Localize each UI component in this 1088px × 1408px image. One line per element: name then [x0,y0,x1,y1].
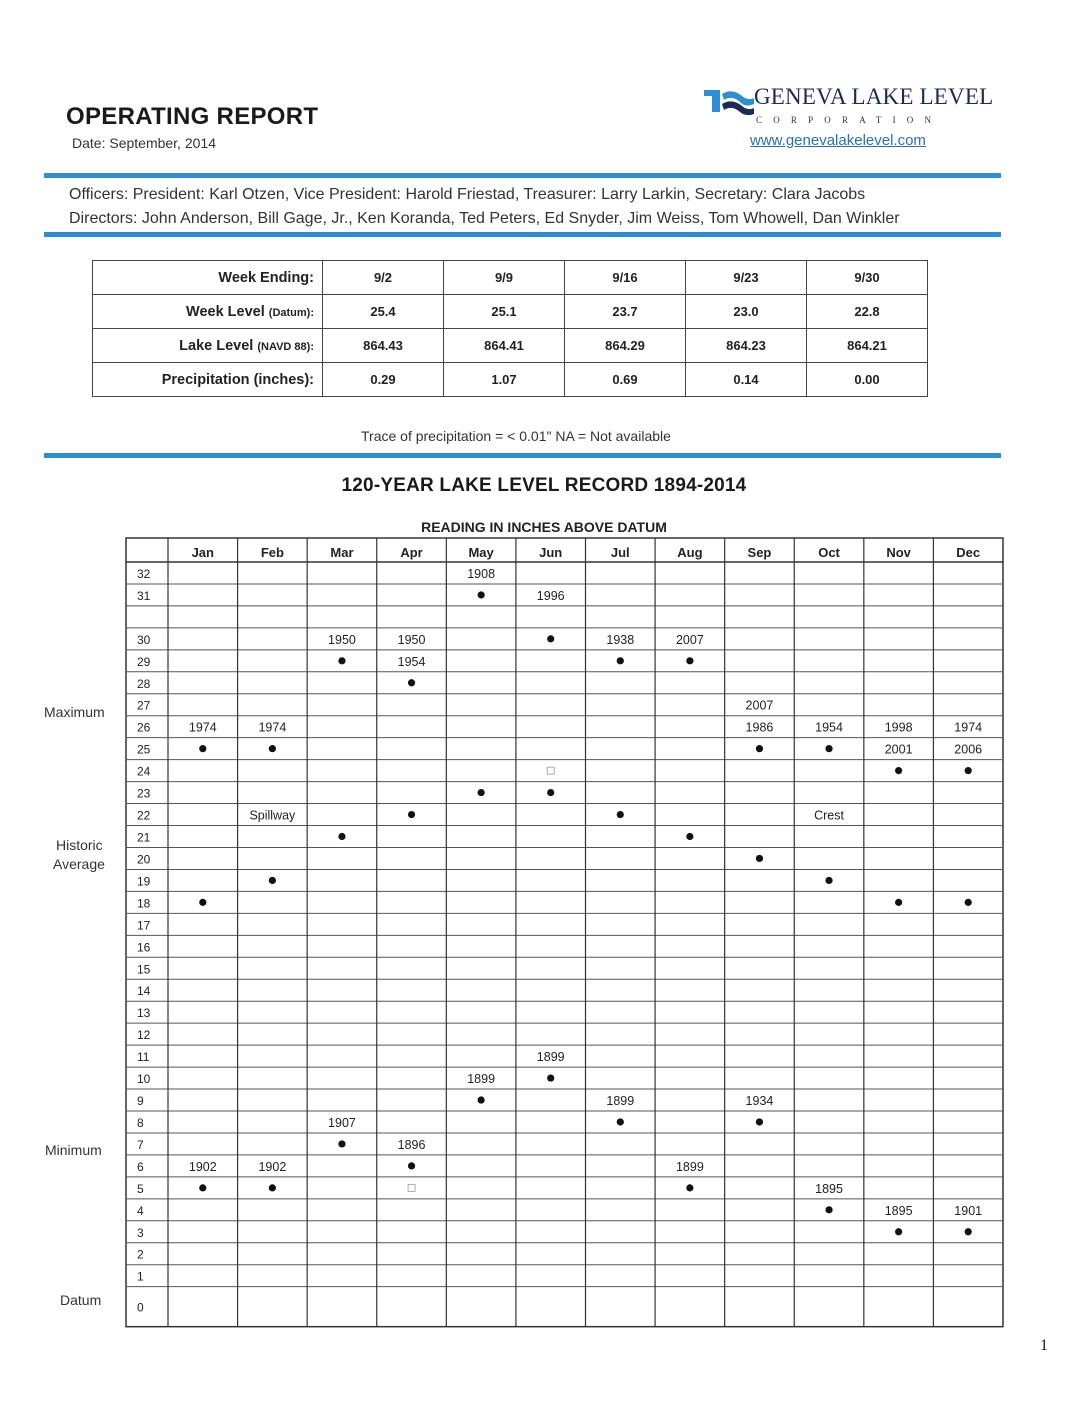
row-number: 20 [137,852,151,867]
report-title: OPERATING REPORT [66,103,319,130]
hollow-marker [408,1184,415,1191]
month-header: Aug [677,545,703,560]
row-number: 29 [137,654,151,669]
row-number: 0 [137,1300,144,1315]
record-year-label: 1902 [258,1159,287,1174]
row-number: 31 [137,588,151,603]
level-dot [547,1074,554,1081]
row-number: 4 [137,1203,144,1218]
record-year-label: 1934 [745,1094,774,1109]
row-label-unit: (Datum): [268,306,314,319]
level-dot [965,899,972,906]
row-label-text: Week Ending: [218,269,314,286]
row-number: 32 [137,566,151,581]
level-dot [686,833,693,840]
month-header: Sep [747,545,772,560]
level-dot [756,855,763,862]
officers-line: Officers: President: Karl Otzen, Vice President: Harold Friestad, Treasurer: Larry Larkin, Secretary: Clara Jacobs [69,186,866,203]
record-year-label: 1899 [675,1159,704,1174]
month-header: Jan [191,545,214,560]
weekly-value-cell: 864.29 [565,329,686,363]
level-dot [199,745,206,752]
page-number: 1 [1040,1337,1048,1354]
website-link[interactable]: www.genevalakelevel.com [750,132,926,149]
record-year-label: 2007 [675,632,704,647]
month-header: Nov [886,545,911,560]
weekly-value-cell: 0.00 [807,363,928,397]
record-year-label: 1996 [536,588,565,603]
level-dot [338,1140,345,1147]
level-dot [686,657,693,664]
row-number: 14 [137,984,151,999]
record-year-label: 1901 [954,1203,983,1218]
level-dot [338,833,345,840]
row-number: 21 [137,830,151,845]
minimum-label: Minimum [45,1142,102,1158]
row-number: 5 [137,1181,144,1196]
weekly-value-cell: 9/16 [565,261,686,295]
historic-label: Historic [56,837,103,853]
weekly-value-cell: 0.14 [686,363,807,397]
logo-name: GENEVA LAKE LEVEL [754,84,994,109]
record-year-label: 1998 [884,720,913,735]
row-number: 10 [137,1072,151,1087]
record-year-label: 1902 [188,1159,217,1174]
record-year-label: 2007 [745,698,774,713]
trace-note: Trace of precipitation = < 0.01" NA = Not available [361,428,671,444]
level-dot [617,1118,624,1125]
record-year-label: 1899 [606,1094,635,1109]
weekly-value-cell: 0.29 [323,363,444,397]
level-dot [825,877,832,884]
month-header: Apr [400,545,423,560]
row-label-unit: (NAVD 88): [257,340,314,353]
row-number: 27 [137,698,151,713]
weekly-value-cell: 864.21 [807,329,928,363]
row-number: 2 [137,1247,144,1262]
row-number: 8 [137,1115,144,1130]
record-year-label: 1950 [328,632,356,647]
record-year-label: 1896 [397,1137,426,1152]
row-number: 3 [137,1225,144,1240]
record-year-label: 1899 [467,1072,496,1087]
record-year-label: Spillway [249,808,296,823]
record-year-label: 2006 [954,742,983,757]
maximum-label: Maximum [44,704,105,720]
weekly-value-cell: 9/2 [323,261,444,295]
level-dot [547,635,554,642]
weekly-value-cell: 25.4 [323,295,444,329]
level-dot [478,789,485,796]
row-number: 12 [137,1028,151,1043]
weekly-value-cell: 864.23 [686,329,807,363]
weekly-value-cell: 9/30 [807,261,928,295]
level-dot [408,1162,415,1169]
level-dot [478,1096,485,1103]
weekly-value-cell: 1.07 [444,363,565,397]
weekly-value-cell: 22.8 [807,295,928,329]
average-label: Average [53,856,105,872]
logo-subtitle: CORPORATION [756,115,943,125]
row-number: 13 [137,1006,151,1021]
weekly-value-cell: 9/23 [686,261,807,295]
record-year-label: 1950 [397,632,426,647]
record-year-label: 2001 [884,742,913,757]
level-dot [895,1228,902,1235]
record-year-label: 1907 [328,1115,356,1130]
row-number: 17 [137,918,151,933]
level-dot [965,767,972,774]
row-number: 25 [137,742,151,757]
row-number: 19 [137,874,151,889]
weekly-value-cell: 864.41 [444,329,565,363]
directors-line: Directors: John Anderson, Bill Gage, Jr., Ken Koranda, Ted Peters, Ed Snyder, Jim Weiss, Tom Whowell, Dan Winkler [69,210,900,227]
record-year-label: Crest [814,808,844,823]
record-year-label: 1974 [954,720,983,735]
level-dot [895,767,902,774]
row-number: 24 [137,764,151,779]
record-title: 120-YEAR LAKE LEVEL RECORD 1894-2014 [341,475,747,496]
weekly-value-cell: 25.1 [444,295,565,329]
row-label-text: Precipitation (inches): [161,371,314,388]
row-number: 26 [137,720,151,735]
record-year-label: 1908 [467,566,496,581]
level-dot [825,1206,832,1213]
row-number: 6 [137,1159,144,1174]
record-subtitle: READING IN INCHES ABOVE DATUM [421,519,667,535]
level-dot [617,811,624,818]
hollow-marker [547,767,554,774]
level-dot [199,1184,206,1191]
record-year-label: 1974 [258,720,287,735]
row-number: 18 [137,896,151,911]
month-header: Feb [260,545,284,560]
level-dot [408,679,415,686]
record-year-label: 1974 [188,720,217,735]
weekly-value-cell: 9/9 [444,261,565,295]
level-dot [895,899,902,906]
month-header: Mar [330,545,354,560]
month-header: May [468,545,494,560]
grid-border [126,538,1003,1327]
record-year-label: 1899 [536,1050,565,1065]
row-number: 23 [137,786,151,801]
row-number: 22 [137,808,151,823]
month-header: Jun [539,545,563,560]
record-year-label: 1895 [815,1181,843,1196]
row-label-text: Week Level [186,303,269,320]
month-header: Jul [610,545,630,560]
weekly-value-cell: 0.69 [565,363,686,397]
month-header: Dec [956,545,981,560]
row-number: 28 [137,676,151,691]
row-number: 16 [137,940,151,955]
report-date: Date: September, 2014 [72,135,216,151]
record-year-label: 1954 [815,720,843,735]
level-dot [547,789,554,796]
level-dot [269,1184,276,1191]
level-dot [756,745,763,752]
row-number: 15 [137,962,151,977]
row-number: 30 [137,632,151,647]
row-number: 9 [137,1094,144,1109]
datum-label: Datum [60,1292,102,1308]
level-dot [338,657,345,664]
record-year-label: 1954 [397,654,426,669]
month-header: Oct [818,545,840,560]
row-number: 11 [137,1050,150,1065]
level-dot [756,1118,763,1125]
level-dot [825,745,832,752]
weekly-value-cell: 23.7 [565,295,686,329]
level-dot [269,877,276,884]
level-dot [686,1184,693,1191]
record-year-label: 1938 [606,632,635,647]
level-dot [269,745,276,752]
row-number: 1 [137,1269,144,1284]
level-dot [617,657,624,664]
row-number: 7 [137,1137,144,1152]
level-dot [965,1228,972,1235]
weekly-value-cell: 23.0 [686,295,807,329]
row-label-text: Lake Level [179,337,258,354]
weekly-value-cell: 864.43 [323,329,444,363]
record-year-label: 1895 [884,1203,913,1218]
level-dot [408,811,415,818]
level-dot [478,591,485,598]
level-dot [199,899,206,906]
record-year-label: 1986 [745,720,774,735]
